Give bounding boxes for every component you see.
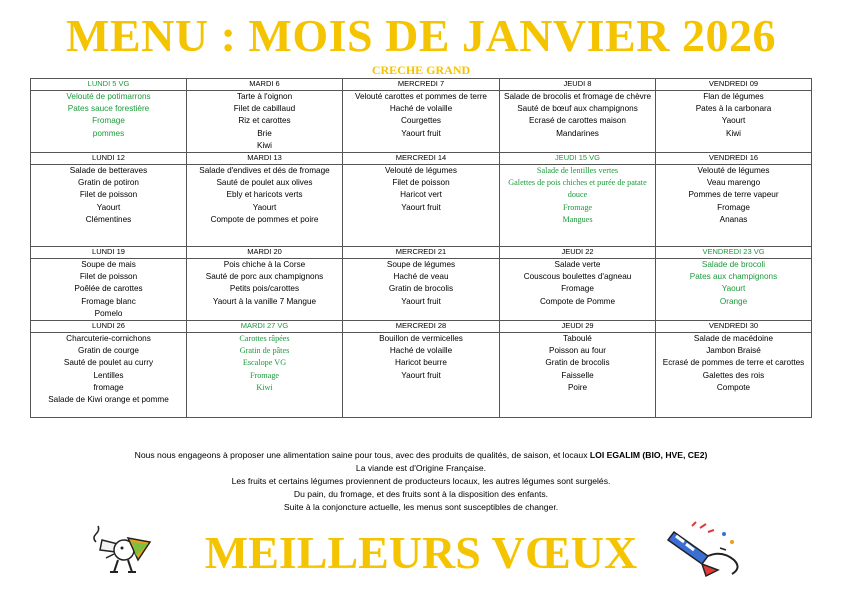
menu-item: Salade de Kiwi orange et pomme [48, 395, 169, 405]
day-label: MERCREDI 28 [343, 321, 500, 333]
menu-item: Mandarines [556, 128, 599, 138]
week-menu-row [31, 91, 812, 153]
day-menu-cell [656, 165, 812, 247]
menu-item: Poisson au four [549, 346, 606, 356]
footer-line-2: La viande est d'Origine Française. [355, 463, 487, 473]
week-menu-row [31, 165, 812, 247]
day-label: LUNDI 12 [31, 153, 187, 165]
day-menu-cell [343, 165, 500, 247]
day-menu-cell [31, 165, 187, 247]
day-menu-cell [500, 91, 656, 153]
menu-item: Salade verte [554, 260, 601, 270]
menu-item: Filet de poisson [79, 272, 138, 282]
menu-item: Yaourt fruit [401, 296, 441, 306]
menu-item: Faisselle [561, 370, 594, 380]
day-label: VENDREDI 09 [656, 79, 812, 91]
menu-item: Kiwi [725, 128, 741, 138]
day-menu-cell [31, 91, 187, 153]
menu-item: Pomelo [94, 308, 123, 318]
footer-notes [0, 449, 842, 514]
day-menu-cell [500, 259, 656, 321]
menu-item: Orange [719, 296, 748, 306]
menu-item: Fromage [562, 202, 593, 212]
party-blower-icon [662, 520, 750, 580]
menu-item: Escalope VG [242, 358, 287, 368]
day-label: MERCREDI 7 [343, 79, 500, 91]
menu-item: Velouté carottes et pommes de terre [355, 92, 487, 101]
menu-item: Fromage [717, 202, 750, 212]
day-label: JEUDI 29 [500, 321, 656, 333]
footer-line-5: Suite à la conjoncture actuelle, les menus sont susceptibles de changer. [283, 502, 559, 512]
menu-item: Kiwi [256, 140, 272, 150]
menu-item: Pates sauce forestière [67, 104, 150, 114]
footer-line-3: Les fruits et certains légumes proviennent de producteurs locaux, les autres légumes sont surgelés. [231, 476, 611, 486]
day-menu-cell [343, 259, 500, 321]
menu-item: Charcuterie-cornichons [66, 334, 151, 344]
menu-item: Ebly et haricots verts [226, 190, 303, 200]
menu-item: Taboulé [563, 334, 592, 344]
menu-item: Courgettes [400, 116, 442, 126]
menu-item: Riz et carottes [238, 116, 291, 126]
menu-item: Sauté de porc aux champignons [205, 272, 324, 282]
menu-item: Couscous boulettes d'agneau [523, 272, 632, 282]
egalim-label: LOI EGALIM (BIO, HVE, CE2) [589, 450, 708, 460]
menu-item: Petits pois/carottes [229, 284, 300, 294]
day-label: MERCREDI 21 [343, 247, 500, 259]
menu-item: Flan de légumes [703, 92, 764, 101]
menu-item: Salade de macédoine [693, 334, 774, 344]
week-header-row [31, 321, 812, 333]
greeting-title: MEILLEURS VŒUX [204, 527, 638, 578]
menu-item: Poêlée de carottes [74, 284, 143, 294]
menu-item: Compote [716, 382, 751, 392]
menu-item: Brie [257, 128, 272, 138]
menu-item: Yaourt fruit [401, 128, 441, 138]
day-label: MARDI 20 [187, 247, 343, 259]
menu-item: Fromage [561, 284, 594, 294]
day-label: VENDREDI 16 [656, 153, 812, 165]
menu-item: Yaourt fruit [401, 370, 441, 380]
menu-item: Fromage blanc [81, 296, 136, 306]
menu-item: Yaourt [96, 202, 121, 212]
menu-item: Haché de volaille [389, 104, 453, 114]
menu-item: Velouté de potimarrons [66, 92, 151, 101]
day-menu-cell [187, 91, 343, 153]
week-header-row [31, 79, 812, 91]
day-menu-cell [31, 333, 187, 418]
menu-item: Compote de pommes et poire [210, 214, 319, 224]
day-menu-cell [31, 259, 187, 321]
day-label: MARDI 13 [187, 153, 343, 165]
day-label: JEUDI 22 [500, 247, 656, 259]
menu-item: Yaourt à la vanille 7 Mangue [212, 296, 317, 306]
day-label: MARDI 6 [187, 79, 343, 91]
day-label: JEUDI 15 VG [500, 153, 656, 165]
menu-item: Gratin de pâtes [239, 346, 290, 356]
menu-item: Kiwi [256, 382, 273, 392]
day-menu-cell [656, 259, 812, 321]
day-menu-cell [656, 333, 812, 418]
day-menu-cell [343, 333, 500, 418]
day-menu-cell [656, 91, 812, 153]
menu-item: Lentilles [93, 370, 124, 380]
menu-item: Mangues [562, 214, 593, 224]
menu-item: Haricot vert [400, 190, 442, 200]
menu-item: Pates à la carbonara [695, 104, 772, 114]
menu-item: Jambon Braisé [706, 346, 761, 356]
menu-item: Filet de poisson [79, 190, 138, 200]
menu-item: Gratin de brocolis [388, 284, 454, 294]
menu-item: Soupe de mais [81, 260, 136, 270]
menu-item: Soupe de légumes [386, 260, 456, 270]
week-menu-row [31, 259, 812, 321]
menu-item: Yaourt [252, 202, 277, 212]
menu-item: Gratin de potiron [78, 178, 139, 188]
menu-item: fromage [93, 382, 124, 392]
menu-item: Velouté de légumes [385, 166, 457, 176]
menu-item: Gratin de courge [78, 346, 139, 356]
menu-item: Salade de betteraves [69, 166, 148, 176]
day-label: LUNDI 26 [31, 321, 187, 333]
menu-item: Filet de cabillaud [233, 104, 296, 114]
menu-item: Haricot beurre [395, 358, 447, 368]
day-label: JEUDI 8 [500, 79, 656, 91]
day-menu-cell [187, 259, 343, 321]
menu-item: Sauté de poulet aux olives [216, 178, 313, 188]
day-menu-cell [500, 333, 656, 418]
day-menu-cell [500, 165, 656, 247]
page-title: MENU : MOIS DE JANVIER 2026 [66, 10, 776, 61]
day-menu-cell [187, 333, 343, 418]
menu-item: Fromage [92, 116, 125, 126]
menu-item: Pommes de terre vapeur [688, 190, 779, 200]
menu-item: Yaourt [721, 116, 746, 126]
menu-item: Yaourt [721, 284, 746, 294]
page-subtitle: CRECHE GRAND [371, 63, 471, 77]
menu-item: Ecrasé de carottes maison [529, 116, 626, 126]
menu-item: Compote de Pomme [539, 296, 616, 306]
week-menu-row [31, 333, 812, 418]
menu-item: Clémentines [85, 214, 132, 224]
menu-item: Galettes de pois chiches et purée de patate douce [508, 178, 647, 200]
menu-item: Gratin de brocolis [545, 358, 610, 368]
day-label: LUNDI 19 [31, 247, 187, 259]
menu-item: Ananas [719, 214, 748, 224]
menu-item: Bouillon de vermicelles [379, 334, 463, 344]
menu-item: Galettes des rois [702, 370, 765, 380]
menu-item: Veau marengo [706, 178, 761, 188]
menu-table [30, 78, 812, 418]
footer-line-1: Nous nous engageons à proposer une alimentation saine pour tous, avec des produits de qualités, de saison, et locaux LOI EGALIM (BIO, HVE, CE2) [134, 450, 708, 460]
day-menu-cell [187, 165, 343, 247]
footer-line-4: Du pain, du fromage, et des fruits sont à la disposition des enfants. [293, 489, 549, 499]
menu-item: Sauté de poulet au curry [63, 358, 154, 368]
menu-item: Filet de poisson [392, 178, 450, 188]
day-menu-cell [343, 91, 500, 153]
menu-item: Tarte à l'oignon [236, 92, 293, 101]
menu-item: Fromage [249, 370, 280, 380]
day-label: LUNDI 5 VG [31, 79, 187, 91]
menu-item: Haché de volaille [389, 346, 453, 356]
menu-item: Salade de lentilles vertes [536, 166, 619, 176]
menu-item: Haché de veau [393, 272, 449, 282]
menu-item: pommes [92, 128, 125, 138]
menu-item: Salade de brocolis et fromage de chèvre [503, 92, 651, 101]
day-label: MARDI 27 VG [187, 321, 343, 333]
menu-item: Pois chiche à la Corse [223, 260, 306, 270]
menu-item: Carottes râpées [239, 334, 290, 344]
week-header-row [31, 153, 812, 165]
menu-item: Poire [567, 382, 588, 392]
menu-item: Salade de brocoli [701, 260, 766, 270]
menu-item: Salade d'endives et dés de fromage [199, 166, 330, 176]
menu-item: Sauté de bœuf aux champignons [517, 104, 638, 114]
menu-item: Pates aux champignons [689, 272, 778, 282]
menu-item: Velouté de légumes [697, 166, 770, 176]
day-label: VENDREDI 23 VG [656, 247, 812, 259]
menu-item: Ecrasé de pommes de terre et carottes [662, 358, 805, 368]
day-label: MERCREDI 14 [343, 153, 500, 165]
day-label: VENDREDI 30 [656, 321, 812, 333]
menu-item: Yaourt fruit [401, 202, 441, 212]
week-header-row [31, 247, 812, 259]
